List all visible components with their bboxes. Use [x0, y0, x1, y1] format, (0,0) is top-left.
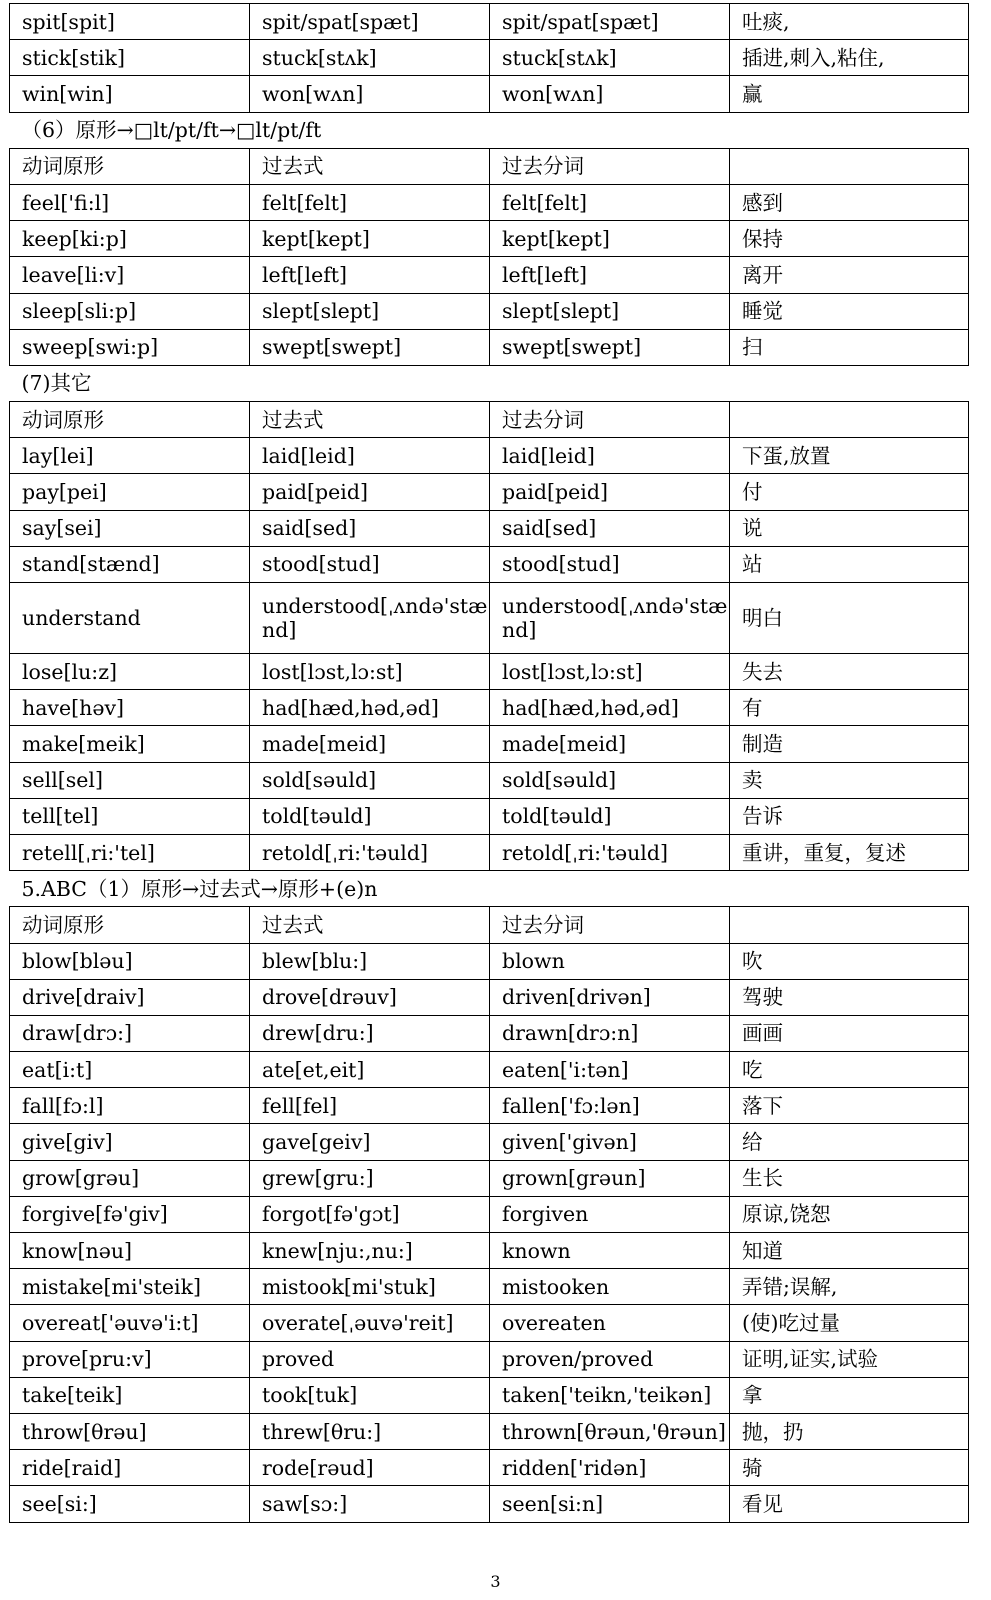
meaning-cell: 生长 [730, 1160, 969, 1196]
base-form-cell: say[sei] [10, 510, 250, 546]
past-tense-cell: 过去式 [250, 148, 490, 184]
base-form-cell: grow[grəu] [10, 1160, 250, 1196]
section-heading-row [10, 365, 969, 401]
meaning-cell: 重讲，重复，复述 [730, 834, 969, 870]
table-row [10, 1124, 969, 1160]
table-row [10, 293, 969, 329]
base-form-cell: make[meik] [10, 726, 250, 762]
past-participle-cell: stood[stud] [490, 546, 730, 582]
table-row [10, 943, 969, 979]
base-form-cell: ride[raid] [10, 1450, 250, 1486]
past-participle-cell: eaten['i:tən] [490, 1052, 730, 1088]
base-form-cell: eat[i:t] [10, 1052, 250, 1088]
past-participle-cell: drawn[drɔ:n] [490, 1015, 730, 1051]
base-form-cell: feel['fi:l] [10, 184, 250, 220]
past-participle-cell: seen[si:n] [490, 1486, 730, 1522]
past-participle-cell: had[hæd,həd,əd] [490, 690, 730, 726]
base-form-cell: blow[bləu] [10, 943, 250, 979]
table-row [10, 690, 969, 726]
table-row [10, 979, 969, 1015]
past-participle-cell: understood[ˌʌndə'stænd] [490, 583, 730, 654]
meaning-cell: 有 [730, 690, 969, 726]
table-row [10, 402, 969, 438]
past-tense-cell: stuck[stʌk] [250, 40, 490, 76]
past-tense-cell: knew[nju:,nu:] [250, 1233, 490, 1269]
meaning-cell: (使)吃过量 [730, 1305, 969, 1341]
base-form-cell: lay[lei] [10, 438, 250, 474]
past-tense-cell: gave[geiv] [250, 1124, 490, 1160]
past-tense-cell: paid[peid] [250, 474, 490, 510]
base-form-cell: spit[spit] [10, 4, 250, 40]
table-row [10, 329, 969, 365]
table-row [10, 257, 969, 293]
past-tense-cell: overate[ˌəuvə'reit] [250, 1305, 490, 1341]
past-tense-cell: laid[leid] [250, 438, 490, 474]
past-tense-cell: ate[et,eit] [250, 1052, 490, 1088]
table-row [10, 1160, 969, 1196]
table-row [10, 438, 969, 474]
meaning-cell: 睡觉 [730, 293, 969, 329]
table-row [10, 184, 969, 220]
table-row [10, 76, 969, 112]
table-row [10, 4, 969, 40]
base-form-cell: mistake[mi'steik] [10, 1269, 250, 1305]
past-tense-cell: kept[kept] [250, 221, 490, 257]
past-participle-cell: paid[peid] [490, 474, 730, 510]
table-row [10, 1015, 969, 1051]
past-participle-cell: retold[ˌri:'təuld] [490, 834, 730, 870]
table-row [10, 726, 969, 762]
base-form-cell: retell[ˌri:'tel] [10, 834, 250, 870]
meaning-cell: 说 [730, 510, 969, 546]
base-form-cell: prove[pru:v] [10, 1341, 250, 1377]
base-form-cell: sweep[swi:p] [10, 329, 250, 365]
table-row [10, 1305, 969, 1341]
meaning-cell: 感到 [730, 184, 969, 220]
table-row [10, 40, 969, 76]
meaning-cell: 吹 [730, 943, 969, 979]
base-form-cell: take[teik] [10, 1377, 250, 1413]
past-tense-cell: swept[swept] [250, 329, 490, 365]
base-form-cell: stand[stænd] [10, 546, 250, 582]
meaning-cell: 抛，扔 [730, 1413, 969, 1449]
meaning-cell: 吃 [730, 1052, 969, 1088]
past-tense-cell: took[tuk] [250, 1377, 490, 1413]
past-participle-cell: spit/spat[spæt] [490, 4, 730, 40]
verb-table [9, 3, 969, 1523]
meaning-cell: 付 [730, 474, 969, 510]
table-row [10, 762, 969, 798]
base-form-cell: 动词原形 [10, 148, 250, 184]
past-participle-cell: given['givən] [490, 1124, 730, 1160]
base-form-cell: drive[draiv] [10, 979, 250, 1015]
base-form-cell: see[si:] [10, 1486, 250, 1522]
past-tense-cell: grew[gru:] [250, 1160, 490, 1196]
past-participle-cell: stuck[stʌk] [490, 40, 730, 76]
past-participle-cell: 过去分词 [490, 907, 730, 943]
meaning-cell: 站 [730, 546, 969, 582]
base-form-cell: draw[drɔ:] [10, 1015, 250, 1051]
past-participle-cell: left[left] [490, 257, 730, 293]
meaning-cell [730, 402, 969, 438]
table-row [10, 583, 969, 654]
section-heading-row [10, 871, 969, 907]
base-form-cell: throw[θrəu] [10, 1413, 250, 1449]
table-row [10, 907, 969, 943]
past-tense-cell: threw[θru:] [250, 1413, 490, 1449]
past-tense-cell: understood[ˌʌndə'stænd] [250, 583, 490, 654]
past-participle-cell: driven[drivən] [490, 979, 730, 1015]
past-participle-cell: swept[swept] [490, 329, 730, 365]
base-form-cell: leave[li:v] [10, 257, 250, 293]
meaning-cell: 告诉 [730, 798, 969, 834]
past-tense-cell: stood[stud] [250, 546, 490, 582]
base-form-cell: know[nəu] [10, 1233, 250, 1269]
past-participle-cell: proven/proved [490, 1341, 730, 1377]
table-row [10, 1196, 969, 1232]
base-form-cell: tell[tel] [10, 798, 250, 834]
base-form-cell: lose[lu:z] [10, 654, 250, 690]
past-participle-cell: laid[leid] [490, 438, 730, 474]
past-participle-cell: felt[felt] [490, 184, 730, 220]
meaning-cell: 离开 [730, 257, 969, 293]
past-tense-cell: retold[ˌri:'təuld] [250, 834, 490, 870]
meaning-cell: 弄错;误解, [730, 1269, 969, 1305]
past-participle-cell: thrown[θrəun,'θrəun] [490, 1413, 730, 1449]
table-row [10, 798, 969, 834]
past-participle-cell: forgiven [490, 1196, 730, 1232]
past-tense-cell: had[hæd,həd,əd] [250, 690, 490, 726]
past-tense-cell: sold[səuld] [250, 762, 490, 798]
meaning-cell [730, 148, 969, 184]
past-tense-cell: lost[lɔst,lɔ:st] [250, 654, 490, 690]
meaning-cell: 证明,证实,试验 [730, 1341, 969, 1377]
meaning-cell: 驾驶 [730, 979, 969, 1015]
base-form-cell: overeat['əuvə'i:t] [10, 1305, 250, 1341]
meaning-cell: 拿 [730, 1377, 969, 1413]
past-tense-cell: drove[drəuv] [250, 979, 490, 1015]
past-participle-cell: told[təuld] [490, 798, 730, 834]
base-form-cell: give[giv] [10, 1124, 250, 1160]
past-tense-cell: forgot[fə'gɔt] [250, 1196, 490, 1232]
table-row [10, 474, 969, 510]
base-form-cell: understand [10, 583, 250, 654]
base-form-cell: fall[fɔ:l] [10, 1088, 250, 1124]
meaning-cell: 知道 [730, 1233, 969, 1269]
past-tense-cell: 过去式 [250, 907, 490, 943]
past-participle-cell: said[sed] [490, 510, 730, 546]
base-form-cell: pay[pei] [10, 474, 250, 510]
past-participle-cell: 过去分词 [490, 148, 730, 184]
past-participle-cell: taken['teikn,'teikən] [490, 1377, 730, 1413]
section-heading: 5.ABC（1）原形→过去式→原形+(e)n [10, 871, 969, 907]
table-row [10, 1341, 969, 1377]
base-form-cell: 动词原形 [10, 402, 250, 438]
base-form-cell: sleep[sli:p] [10, 293, 250, 329]
past-participle-cell: made[meid] [490, 726, 730, 762]
base-form-cell: forgive[fə'giv] [10, 1196, 250, 1232]
base-form-cell: have[həv] [10, 690, 250, 726]
table-row [10, 1269, 969, 1305]
past-tense-cell: saw[sɔ:] [250, 1486, 490, 1522]
past-participle-cell: blown [490, 943, 730, 979]
past-tense-cell: fell[fel] [250, 1088, 490, 1124]
past-participle-cell: lost[lɔst,lɔ:st] [490, 654, 730, 690]
past-tense-cell: felt[felt] [250, 184, 490, 220]
past-participle-cell: ridden['ridən] [490, 1450, 730, 1486]
base-form-cell: win[win] [10, 76, 250, 112]
past-participle-cell: kept[kept] [490, 221, 730, 257]
meaning-cell: 卖 [730, 762, 969, 798]
table-row [10, 546, 969, 582]
table-row [10, 1088, 969, 1124]
past-participle-cell: 过去分词 [490, 402, 730, 438]
past-participle-cell: slept[slept] [490, 293, 730, 329]
meaning-cell: 失去 [730, 654, 969, 690]
meaning-cell: 赢 [730, 76, 969, 112]
verb-table-body [10, 4, 969, 1523]
past-tense-cell: mistook[mi'stuk] [250, 1269, 490, 1305]
section-heading: （6）原形→□lt/pt/ft→□lt/pt/ft [10, 112, 969, 148]
base-form-cell: keep[ki:p] [10, 221, 250, 257]
table-row [10, 1052, 969, 1088]
past-tense-cell: told[təuld] [250, 798, 490, 834]
base-form-cell: stick[stik] [10, 40, 250, 76]
past-participle-cell: overeaten [490, 1305, 730, 1341]
table-row [10, 654, 969, 690]
meaning-cell: 给 [730, 1124, 969, 1160]
past-participle-cell: fallen['fɔ:lən] [490, 1088, 730, 1124]
meaning-cell: 画画 [730, 1015, 969, 1051]
base-form-cell: sell[sel] [10, 762, 250, 798]
past-participle-cell: grown[grəun] [490, 1160, 730, 1196]
meaning-cell: 保持 [730, 221, 969, 257]
table-row [10, 148, 969, 184]
past-participle-cell: sold[səuld] [490, 762, 730, 798]
past-participle-cell: mistooken [490, 1269, 730, 1305]
past-tense-cell: made[meid] [250, 726, 490, 762]
meaning-cell: 扫 [730, 329, 969, 365]
meaning-cell: 吐痰, [730, 4, 969, 40]
table-row [10, 1233, 969, 1269]
past-tense-cell: rode[rəud] [250, 1450, 490, 1486]
meaning-cell: 落下 [730, 1088, 969, 1124]
past-tense-cell: spit/spat[spæt] [250, 4, 490, 40]
meaning-cell: 骑 [730, 1450, 969, 1486]
past-tense-cell: proved [250, 1341, 490, 1377]
section-heading-row [10, 112, 969, 148]
past-participle-cell: known [490, 1233, 730, 1269]
past-participle-cell: won[wʌn] [490, 76, 730, 112]
table-row [10, 834, 969, 870]
meaning-cell: 制造 [730, 726, 969, 762]
table-row [10, 510, 969, 546]
base-form-cell: 动词原形 [10, 907, 250, 943]
meaning-cell [730, 907, 969, 943]
past-tense-cell: left[left] [250, 257, 490, 293]
meaning-cell: 明白 [730, 583, 969, 654]
table-row [10, 1486, 969, 1522]
past-tense-cell: 过去式 [250, 402, 490, 438]
past-tense-cell: said[sed] [250, 510, 490, 546]
meaning-cell: 看见 [730, 1486, 969, 1522]
table-row [10, 1450, 969, 1486]
meaning-cell: 插进,刺入,粘住, [730, 40, 969, 76]
past-tense-cell: drew[dru:] [250, 1015, 490, 1051]
past-tense-cell: blew[blu:] [250, 943, 490, 979]
meaning-cell: 下蛋,放置 [730, 438, 969, 474]
table-row [10, 1377, 969, 1413]
table-row [10, 221, 969, 257]
meaning-cell: 原谅,饶恕 [730, 1196, 969, 1232]
past-tense-cell: won[wʌn] [250, 76, 490, 112]
section-heading: (7)其它 [10, 365, 969, 401]
past-tense-cell: slept[slept] [250, 293, 490, 329]
page-number: 3 [490, 1572, 501, 1591]
table-row [10, 1413, 969, 1449]
